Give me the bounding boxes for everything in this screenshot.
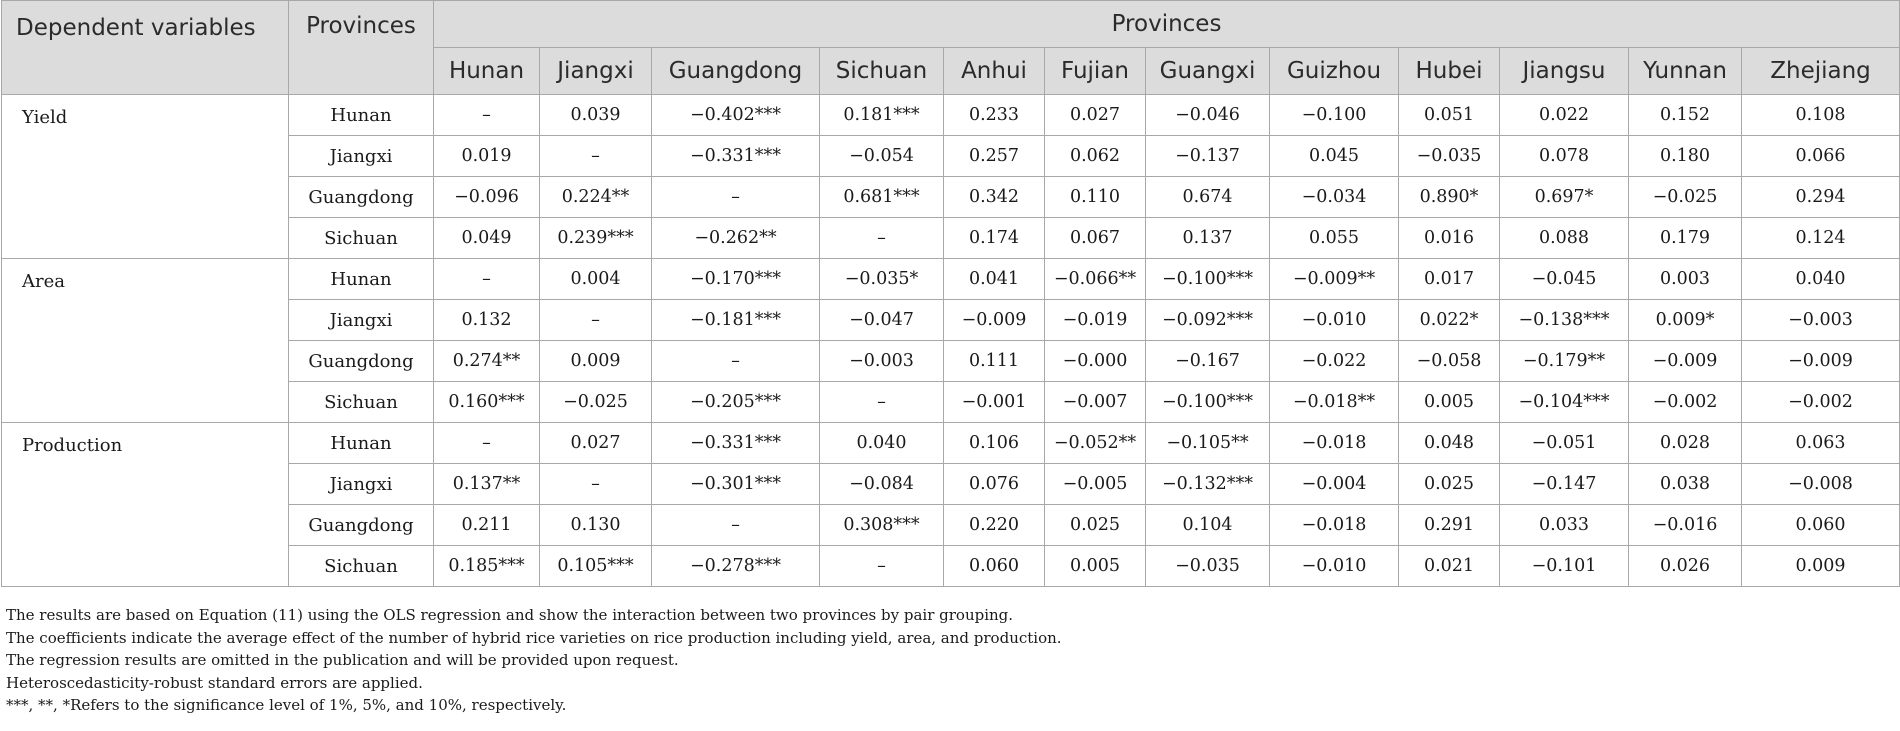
coefficient-cell: 0.291 (1399, 505, 1500, 546)
coefficient-cell: 0.111 (944, 341, 1045, 382)
coefficient-cell: 0.130 (540, 505, 652, 546)
coefficient-cell: −0.009 (944, 300, 1045, 341)
coefficient-cell: 0.049 (434, 218, 540, 259)
column-header: Anhui (944, 48, 1045, 95)
coefficient-cell: 0.060 (1742, 505, 1900, 546)
coefficient-cell: 0.110 (1045, 177, 1146, 218)
coefficient-cell: 0.681*** (820, 177, 944, 218)
coefficient-cell: 0.062 (1045, 136, 1146, 177)
coefficient-cell: 0.040 (820, 423, 944, 464)
column-header: Hunan (434, 48, 540, 95)
row-province-label: Jiangxi (289, 300, 434, 341)
coefficient-cell: 0.025 (1399, 464, 1500, 505)
coefficient-cell: −0.278*** (652, 546, 820, 587)
coefficient-cell: 0.009 (1742, 546, 1900, 587)
coefficient-cell: −0.001 (944, 382, 1045, 423)
coefficient-cell: −0.052** (1045, 423, 1146, 464)
coefficient-cell: −0.010 (1270, 546, 1399, 587)
coefficient-cell: −0.034 (1270, 177, 1399, 218)
footnote-line: The results are based on Equation (11) using the OLS regression and show the interaction between two provinces by pair grouping. (6, 606, 1014, 624)
coefficient-cell: −0.035* (820, 259, 944, 300)
coefficient-cell: 0.045 (1270, 136, 1399, 177)
coefficient-cell: −0.025 (1629, 177, 1742, 218)
coefficient-cell: 0.105*** (540, 546, 652, 587)
coefficient-cell: −0.147 (1500, 464, 1629, 505)
coefficient-cell: 0.063 (1742, 423, 1900, 464)
coefficient-cell: −0.181*** (652, 300, 820, 341)
row-province-label: Sichuan (289, 218, 434, 259)
coefficient-cell: 0.055 (1270, 218, 1399, 259)
coefficient-cell: −0.105** (1146, 423, 1270, 464)
coefficient-cell: −0.054 (820, 136, 944, 177)
coefficient-cell: 0.019 (434, 136, 540, 177)
coefficient-cell: 0.005 (1045, 546, 1146, 587)
dependent-variables-header: Dependent variables (2, 1, 289, 95)
coefficient-cell: 0.181*** (820, 95, 944, 136)
coefficient-cell: 0.066 (1742, 136, 1900, 177)
coefficient-cell: 0.160*** (434, 382, 540, 423)
column-header: Guangdong (652, 48, 820, 95)
coefficient-cell: 0.180 (1629, 136, 1742, 177)
coefficient-cell: −0.301*** (652, 464, 820, 505)
coefficient-cell: −0.018 (1270, 505, 1399, 546)
coefficient-cell: −0.009** (1270, 259, 1399, 300)
coefficient-cell: −0.046 (1146, 95, 1270, 136)
coefficient-cell: −0.000 (1045, 341, 1146, 382)
coefficient-cell: −0.058 (1399, 341, 1500, 382)
coefficient-cell: 0.239*** (540, 218, 652, 259)
coefficient-cell: 0.179 (1629, 218, 1742, 259)
coefficient-cell: −0.092*** (1146, 300, 1270, 341)
coefficient-cell: 0.027 (1045, 95, 1146, 136)
coefficient-cell: 0.041 (944, 259, 1045, 300)
coefficient-cell: −0.096 (434, 177, 540, 218)
footnote-line: ***, **, *Refers to the significance level of 1%, 5%, and 10%, respectively. (6, 696, 567, 714)
footnote-line: The regression results are omitted in the publication and will be provided upon request. (6, 651, 679, 669)
coefficient-cell: −0.008 (1742, 464, 1900, 505)
dependent-variable-label: Yield (2, 95, 289, 259)
coefficient-cell: 0.274** (434, 341, 540, 382)
row-province-label: Guangdong (289, 177, 434, 218)
coefficient-cell: −0.003 (820, 341, 944, 382)
coefficient-cell: 0.048 (1399, 423, 1500, 464)
coefficient-cell: 0.021 (1399, 546, 1500, 587)
coefficient-cell: 0.108 (1742, 95, 1900, 136)
coefficient-cell: −0.084 (820, 464, 944, 505)
coefficient-cell: 0.132 (434, 300, 540, 341)
coefficient-cell: −0.167 (1146, 341, 1270, 382)
coefficient-cell: 0.088 (1500, 218, 1629, 259)
coefficient-cell: 0.106 (944, 423, 1045, 464)
coefficient-cell: 0.003 (1629, 259, 1742, 300)
coefficient-cell: −0.051 (1500, 423, 1629, 464)
coefficient-cell: −0.137 (1146, 136, 1270, 177)
coefficient-cell: −0.138*** (1500, 300, 1629, 341)
coefficient-cell: 0.104 (1146, 505, 1270, 546)
coefficient-cell: −0.010 (1270, 300, 1399, 341)
coefficient-cell: 0.211 (434, 505, 540, 546)
row-province-label: Guangdong (289, 505, 434, 546)
table-row (2, 259, 1900, 300)
coefficient-cell: −0.132*** (1146, 464, 1270, 505)
coefficient-cell: 0.040 (1742, 259, 1900, 300)
column-header: Guangxi (1146, 48, 1270, 95)
coefficient-cell: −0.101 (1500, 546, 1629, 587)
row-province-label: Guangdong (289, 341, 434, 382)
coefficient-cell: −0.002 (1629, 382, 1742, 423)
coefficient-cell: – (820, 382, 944, 423)
coefficient-cell: 0.257 (944, 136, 1045, 177)
coefficient-cell: 0.005 (1399, 382, 1500, 423)
coefficient-cell: −0.066** (1045, 259, 1146, 300)
table-row (2, 423, 1900, 464)
coefficient-cell: −0.047 (820, 300, 944, 341)
coefficient-cell: – (540, 464, 652, 505)
coefficient-cell: −0.100 (1270, 95, 1399, 136)
coefficient-cell: 0.124 (1742, 218, 1900, 259)
column-header: Yunnan (1629, 48, 1742, 95)
coefficient-cell: – (652, 177, 820, 218)
coefficient-cell: −0.007 (1045, 382, 1146, 423)
coefficient-cell: 0.308*** (820, 505, 944, 546)
coefficient-cell: 0.137** (434, 464, 540, 505)
coefficient-cell: 0.028 (1629, 423, 1742, 464)
table-footnotes (6, 604, 1062, 717)
column-header: Fujian (1045, 48, 1146, 95)
coefficient-cell: – (820, 546, 944, 587)
coefficient-cell: −0.018** (1270, 382, 1399, 423)
coefficient-cell: −0.170*** (652, 259, 820, 300)
row-province-label: Jiangxi (289, 464, 434, 505)
coefficient-cell: 0.022 (1500, 95, 1629, 136)
row-province-label: Hunan (289, 95, 434, 136)
table-body (2, 95, 1900, 587)
coefficient-cell: −0.009 (1742, 341, 1900, 382)
coefficient-cell: 0.038 (1629, 464, 1742, 505)
coefficient-cell: −0.262** (652, 218, 820, 259)
coefficient-cell: 0.078 (1500, 136, 1629, 177)
coefficient-cell: 0.152 (1629, 95, 1742, 136)
coefficient-cell: 0.890* (1399, 177, 1500, 218)
coefficient-cell: 0.174 (944, 218, 1045, 259)
footnote-line: Heteroscedasticity-robust standard errors are applied. (6, 673, 423, 692)
dependent-variable-label: Area (2, 259, 289, 423)
coefficient-cell: −0.100*** (1146, 259, 1270, 300)
row-province-label: Sichuan (289, 382, 434, 423)
coefficient-cell: 0.185*** (434, 546, 540, 587)
coefficient-cell: – (652, 505, 820, 546)
coefficient-cell: 0.294 (1742, 177, 1900, 218)
coefficient-cell: −0.003 (1742, 300, 1900, 341)
regression-results-table (1, 0, 1900, 587)
column-header: Jiangsu (1500, 48, 1629, 95)
coefficient-cell: −0.179** (1500, 341, 1629, 382)
coefficient-cell: 0.004 (540, 259, 652, 300)
coefficient-cell: −0.331*** (652, 136, 820, 177)
coefficient-cell: −0.025 (540, 382, 652, 423)
coefficient-cell: −0.104*** (1500, 382, 1629, 423)
coefficient-cell: 0.137 (1146, 218, 1270, 259)
coefficient-cell: −0.002 (1742, 382, 1900, 423)
row-province-label: Hunan (289, 259, 434, 300)
row-province-label: Jiangxi (289, 136, 434, 177)
column-header: Guizhou (1270, 48, 1399, 95)
coefficient-cell: 0.674 (1146, 177, 1270, 218)
column-header: Sichuan (820, 48, 944, 95)
coefficient-cell: −0.009 (1629, 341, 1742, 382)
dependent-variable-label: Production (2, 423, 289, 587)
coefficient-cell: 0.051 (1399, 95, 1500, 136)
coefficient-cell: −0.100*** (1146, 382, 1270, 423)
coefficient-cell: 0.025 (1045, 505, 1146, 546)
provinces-row-header: Provinces (289, 1, 434, 95)
coefficient-cell: 0.022* (1399, 300, 1500, 341)
provinces-group-header: Provinces (434, 1, 1900, 48)
coefficient-cell: −0.045 (1500, 259, 1629, 300)
coefficient-cell: 0.027 (540, 423, 652, 464)
coefficient-cell: −0.402*** (652, 95, 820, 136)
coefficient-cell: −0.016 (1629, 505, 1742, 546)
coefficient-cell: −0.331*** (652, 423, 820, 464)
coefficient-cell: 0.026 (1629, 546, 1742, 587)
row-province-label: Sichuan (289, 546, 434, 587)
coefficient-cell: – (434, 423, 540, 464)
coefficient-cell: −0.019 (1045, 300, 1146, 341)
coefficient-cell: – (540, 136, 652, 177)
coefficient-cell: – (540, 300, 652, 341)
coefficient-cell: −0.005 (1045, 464, 1146, 505)
coefficient-cell: 0.224** (540, 177, 652, 218)
coefficient-cell: −0.018 (1270, 423, 1399, 464)
column-header: Jiangxi (540, 48, 652, 95)
coefficient-cell: −0.205*** (652, 382, 820, 423)
column-header: Zhejiang (1742, 48, 1900, 95)
footnote-line: The coefficients indicate the average effect of the number of hybrid rice varieties on rice production including yield, area, and production. (6, 628, 1062, 647)
coefficient-cell: 0.009* (1629, 300, 1742, 341)
coefficient-cell: – (434, 95, 540, 136)
coefficient-cell: 0.233 (944, 95, 1045, 136)
coefficient-cell: 0.220 (944, 505, 1045, 546)
coefficient-cell: −0.022 (1270, 341, 1399, 382)
coefficient-cell: – (434, 259, 540, 300)
coefficient-cell: −0.035 (1399, 136, 1500, 177)
coefficient-cell: 0.039 (540, 95, 652, 136)
coefficient-cell: – (820, 218, 944, 259)
coefficient-cell: 0.342 (944, 177, 1045, 218)
coefficient-cell: 0.009 (540, 341, 652, 382)
coefficient-cell: – (652, 341, 820, 382)
row-province-label: Hunan (289, 423, 434, 464)
coefficient-cell: −0.035 (1146, 546, 1270, 587)
coefficient-cell: 0.076 (944, 464, 1045, 505)
coefficient-cell: −0.004 (1270, 464, 1399, 505)
coefficient-cell: 0.060 (944, 546, 1045, 587)
coefficient-cell: 0.067 (1045, 218, 1146, 259)
column-header: Hubei (1399, 48, 1500, 95)
coefficient-cell: 0.016 (1399, 218, 1500, 259)
coefficient-cell: 0.033 (1500, 505, 1629, 546)
coefficient-cell: 0.017 (1399, 259, 1500, 300)
table-row (2, 95, 1900, 136)
coefficient-cell: 0.697* (1500, 177, 1629, 218)
